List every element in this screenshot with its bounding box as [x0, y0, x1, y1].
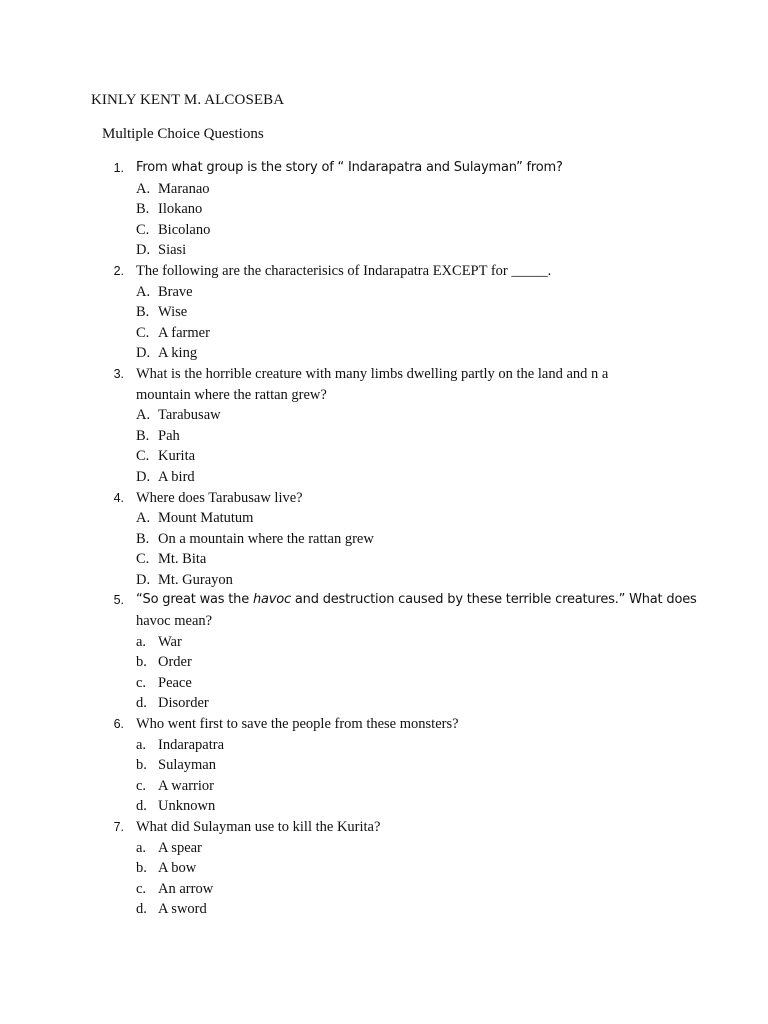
option-letter: b. — [136, 860, 147, 877]
answer-option — [0, 426, 768, 447]
option-letter: D. — [136, 345, 151, 362]
option-text: Mount Matutum — [158, 510, 254, 527]
option-text: Wise — [158, 304, 188, 321]
option-text: A sword — [158, 901, 207, 918]
answer-option — [0, 508, 768, 529]
question-4 — [0, 488, 768, 591]
question-number: 4. — [113, 490, 124, 505]
question-text-part: and destruction caused by these terrible creatures.” What does — [290, 592, 697, 608]
question-text: What did Sulayman use to kill the Kurita? — [136, 819, 381, 835]
option-text: Disorder — [158, 695, 209, 712]
question-3 — [0, 364, 768, 488]
answer-option — [0, 323, 768, 344]
answer-option — [0, 179, 768, 200]
option-letter: B. — [136, 427, 150, 444]
question-text — [136, 590, 697, 611]
option-text: Maranao — [158, 180, 210, 197]
question-number: 7. — [113, 820, 124, 834]
answer-option — [0, 652, 768, 673]
option-letter: C. — [136, 221, 150, 238]
option-letter: D. — [136, 242, 151, 259]
option-letter: c. — [136, 880, 147, 897]
answer-option — [0, 343, 768, 364]
answer-option — [0, 302, 768, 323]
answer-option — [0, 529, 768, 550]
option-text: A warrior — [158, 777, 214, 794]
option-text: An arrow — [158, 880, 214, 897]
question-6 — [0, 714, 768, 817]
option-letter: c. — [136, 674, 147, 691]
question-text-continued: mountain where the rattan grew? — [136, 386, 327, 403]
section-title: Multiple Choice Questions — [102, 126, 264, 142]
question-text: The following are the characterisics of Indarapatra EXCEPT for _____. — [136, 262, 552, 279]
option-text: Indarapatra — [158, 736, 225, 753]
option-letter: A. — [136, 407, 151, 424]
question-text: Who went first to save the people from these monsters? — [136, 716, 459, 733]
option-letter: B. — [136, 201, 150, 218]
question-number: 5. — [113, 593, 124, 608]
question-text: From what group is the story of “ Indarapatra and Sulayman” from? — [136, 160, 563, 175]
option-text: Unknown — [158, 798, 216, 815]
option-text: War — [158, 633, 182, 650]
option-letter: D. — [136, 468, 151, 485]
option-text: Mt. Gurayon — [158, 571, 233, 588]
option-letter: b. — [136, 654, 147, 671]
option-letter: C. — [136, 448, 150, 465]
option-text: Brave — [158, 283, 193, 300]
option-text: Kurita — [158, 448, 196, 465]
author-name: KINLY KENT M. ALCOSEBA — [91, 92, 285, 108]
answer-option — [0, 570, 768, 591]
question-7 — [0, 817, 768, 920]
answer-option — [0, 899, 768, 920]
option-letter: C. — [136, 324, 150, 341]
answer-option — [0, 735, 768, 756]
answer-option — [0, 776, 768, 797]
option-text: Siasi — [158, 242, 187, 259]
option-text: Ilokano — [158, 201, 203, 218]
question-text: Where does Tarabusaw live? — [136, 489, 303, 506]
option-letter: c. — [136, 777, 147, 794]
option-text: Bicolano — [158, 221, 211, 238]
option-text: Order — [158, 654, 192, 671]
option-text: A spear — [158, 839, 202, 856]
option-letter: a. — [136, 736, 147, 753]
question-text-part: “So great was the — [136, 592, 253, 608]
option-text: Tarabusaw — [158, 407, 221, 424]
option-letter: A. — [136, 283, 151, 300]
option-letter: b. — [136, 757, 147, 774]
answer-option — [0, 755, 768, 776]
answer-option — [0, 858, 768, 879]
answer-option — [0, 632, 768, 653]
option-letter: a. — [136, 633, 147, 650]
answer-option — [0, 199, 768, 220]
question-text-italic-term: havoc — [252, 592, 291, 608]
question-1 — [0, 158, 768, 261]
option-text: On a mountain where the rattan grew — [158, 530, 374, 547]
option-letter: d. — [136, 695, 147, 712]
option-text: A king — [158, 345, 198, 362]
question-5 — [0, 590, 768, 714]
option-text: Pah — [158, 427, 180, 444]
answer-option — [0, 446, 768, 467]
answer-option — [0, 282, 768, 303]
question-text-continued: havoc mean? — [136, 613, 213, 630]
answer-option — [0, 220, 768, 241]
option-text: Mt. Bita — [158, 551, 207, 568]
question-2 — [0, 261, 768, 364]
answer-option — [0, 673, 768, 694]
answer-option — [0, 549, 768, 570]
question-number: 3. — [113, 366, 124, 381]
option-letter: B. — [136, 304, 150, 321]
answer-option — [0, 879, 768, 900]
answer-option — [0, 838, 768, 859]
question-number: 1. — [113, 161, 124, 175]
answer-option — [0, 240, 768, 261]
question-number: 2. — [113, 263, 124, 278]
answer-option — [0, 467, 768, 488]
option-letter: B. — [136, 530, 150, 547]
option-text: A farmer — [158, 324, 210, 341]
option-letter: d. — [136, 901, 147, 918]
option-text: Peace — [158, 674, 192, 691]
answer-option — [0, 693, 768, 714]
option-text: Sulayman — [158, 757, 216, 774]
option-letter: d. — [136, 798, 147, 815]
option-letter: A. — [136, 180, 151, 197]
option-text: A bow — [158, 860, 197, 877]
option-letter: D. — [136, 571, 151, 588]
answer-option — [0, 405, 768, 426]
question-number: 6. — [113, 717, 124, 732]
question-text: What is the horrible creature with many limbs dwelling partly on the land and n a — [136, 365, 609, 382]
option-letter: a. — [136, 839, 147, 856]
question-list — [0, 158, 768, 920]
option-letter: C. — [136, 551, 150, 568]
option-text: A bird — [158, 468, 195, 485]
answer-option — [0, 796, 768, 817]
option-letter: A. — [136, 510, 151, 527]
